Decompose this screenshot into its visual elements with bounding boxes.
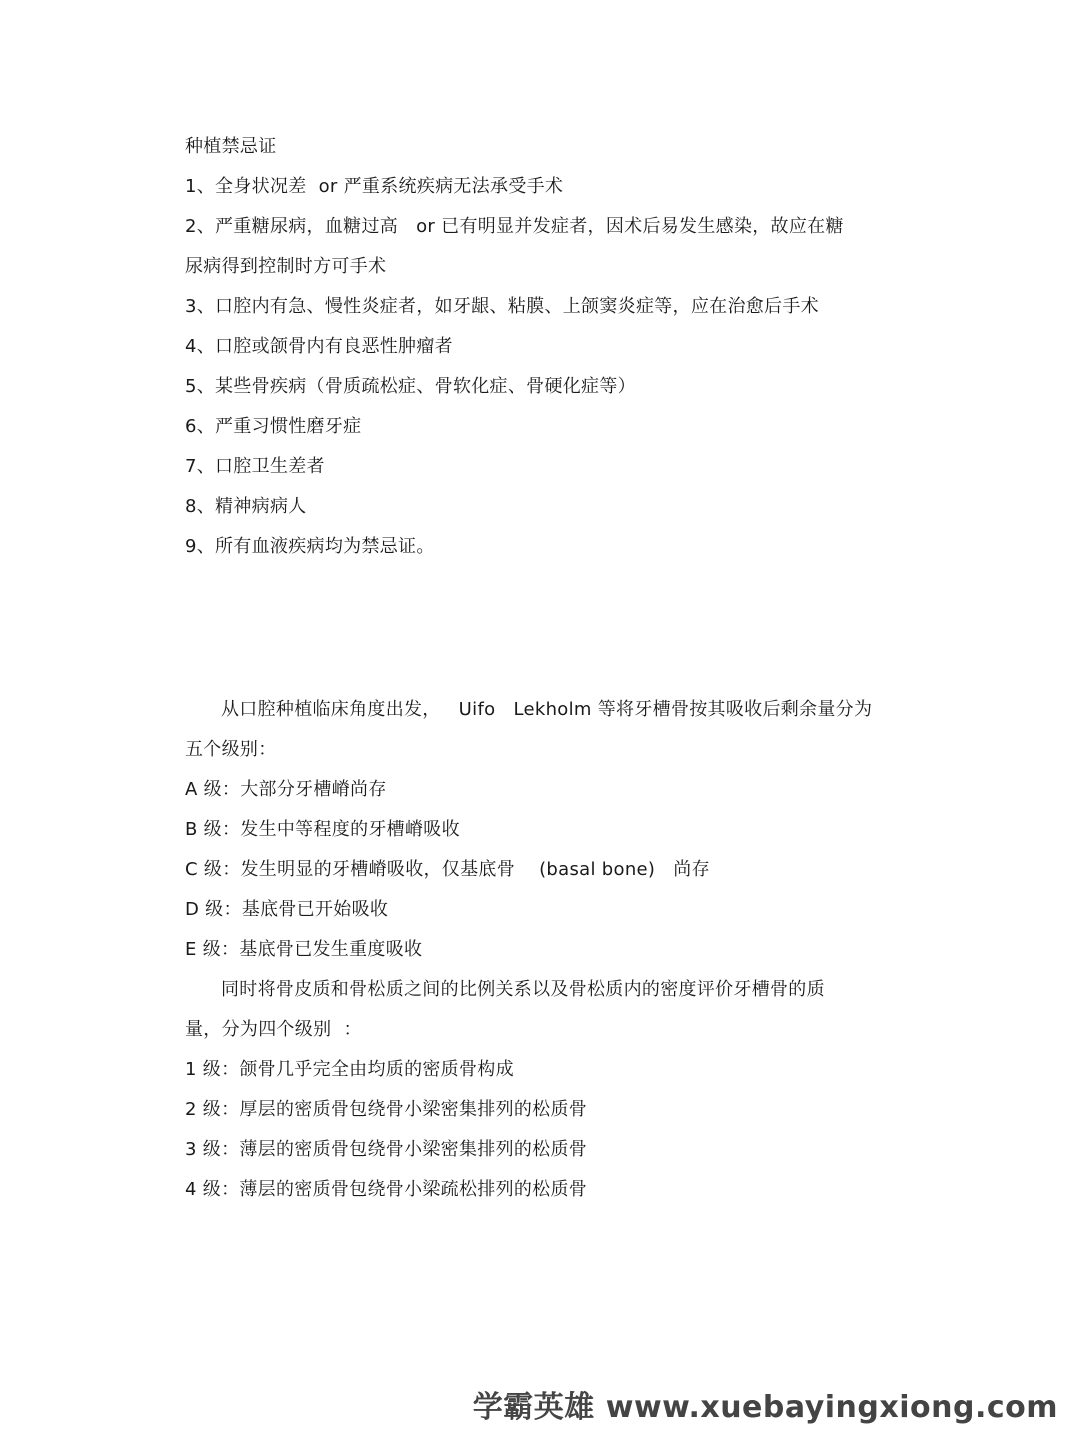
bone-grade-item: A 级：大部分牙槽嵴尚存 [185,779,387,800]
bone-quality-level-item: 1 级：颌骨几乎完全由均质的密质骨构成 [185,1059,514,1080]
bone-quality-level-item: 4 级：薄层的密质骨包绕骨小梁疏松排列的松质骨 [185,1179,588,1200]
bone-quality-intro-continued: 量，分为四个级别 ： [185,1019,362,1040]
contraindication-item: 6、严重习惯性磨牙症 [185,416,362,437]
bone-grade-item: B 级：发生中等程度的牙槽嵴吸收 [185,819,460,840]
bone-grade-item: C 级：发生明显的牙槽嵴吸收，仅基底骨 (basal bone) 尚存 [185,859,710,880]
bone-quantity-intro: 从口腔种植临床角度出发， Uifo Lekholm 等将牙槽骨按其吸收后剩余量分为 [221,699,873,720]
bone-quality-level-item: 2 级：厚层的密质骨包绕骨小梁密集排列的松质骨 [185,1099,588,1120]
contraindication-item: 2、严重糖尿病，血糖过高 or 已有明显并发症者，因术后易发生感染，故应在糖 [185,216,844,237]
bone-grade-item: E 级：基底骨已发生重度吸收 [185,939,423,960]
contraindication-item: 1、全身状况差 or 严重系统疾病无法承受手术 [185,176,564,197]
contraindication-item: 9、所有血液疾病均为禁忌证。 [185,536,435,557]
contraindication-item: 5、某些骨疾病（骨质疏松症、骨软化症、骨硬化症等） [185,376,636,397]
bone-grade-item: D 级：基底骨已开始吸收 [185,899,389,920]
site-watermark: 学霸英雄 www.xuebayingxiong.com [472,1390,1058,1425]
bone-quality-intro: 同时将骨皮质和骨松质之间的比例关系以及骨松质内的密度评价牙槽骨的质 [221,979,825,1000]
contraindication-item: 4、口腔或颌骨内有良恶性肿瘤者 [185,336,453,357]
bone-quality-level-item: 3 级：薄层的密质骨包绕骨小梁密集排列的松质骨 [185,1139,588,1160]
section-title-contraindications: 种植禁忌证 [185,136,277,157]
contraindication-item-continued: 尿病得到控制时方可手术 [185,256,387,277]
contraindication-item: 3、口腔内有急、慢性炎症者，如牙龈、粘膜、上颌窦炎症等，应在治愈后手术 [185,296,819,317]
bone-quantity-intro-continued: 五个级别： [185,739,277,760]
contraindication-item: 7、口腔卫生差者 [185,456,325,477]
contraindication-item: 8、精神病病人 [185,496,307,517]
